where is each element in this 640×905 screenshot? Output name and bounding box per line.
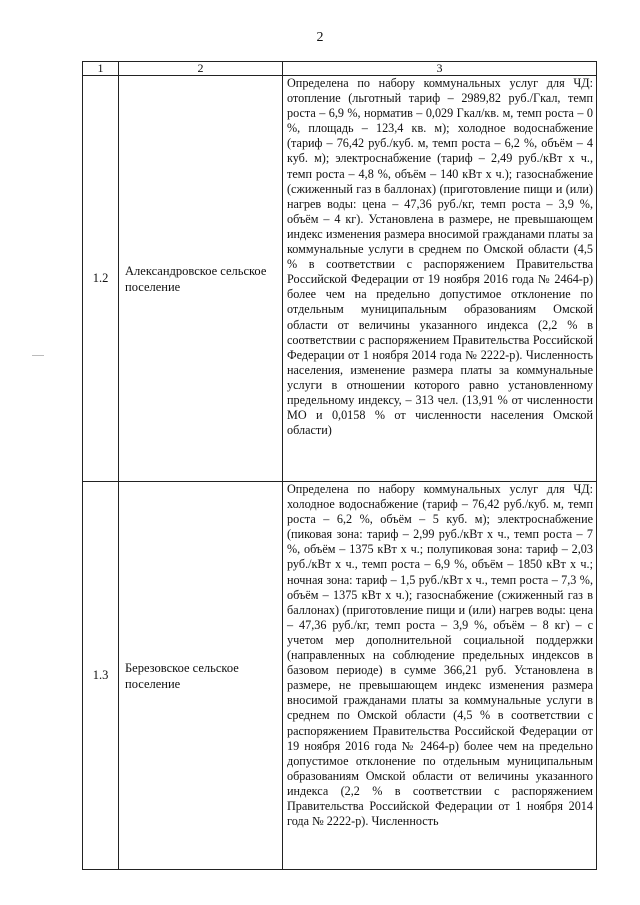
table-row	[83, 76, 597, 482]
settlement-name: Александровское сельское поселение	[119, 76, 283, 482]
row-description: Определена по набору коммунальных услуг для ЧД: отопление (льготный тариф – 2989,82 руб./Гкал, темп роста – 6,9 %, норматив – 0,029 Гкал/кв. м, темп роста – 0 %, площадь – 123,4 кв. м); холодное водоснабжение (тариф – 76,42 руб./куб. м, темп роста – 6,2 %, объём – 4 куб. м); электроснабжение (тариф – 2,49 руб./кВт x ч., темп роста – 4,8 %, объём – 140 кВт x ч.); газоснабжение (сжиженный газ в баллонах) (приготовление пищи и (или) нагрев воды: цена – 47,36 руб./кг, темп роста – 3,9 %, объём – 4 кг). Установлена в размере, не превышающем индекс изменения размера вносимой гражданами платы за коммунальные услуги в среднем по Омской области (4,5 % в соответствии с распоряжением Правительства Российской Федерации от 19 ноября 2016 года № 2464-р) более чем на предельно допустимое отклонение по отдельным муниципальным образованиям Омской области от величины указанного индекса (2,2 % в соответствии с распоряжением Правительства Российской Федерации от 1 ноября 2014 года № 2222-р). Численность населения, изменение размера платы за коммунальные услуги в отношении которого равно установленному предельному индексу, – 313 чел. (13,91 % от численности МО и 0,0158 % от численности населения Омской области)	[283, 76, 597, 482]
column-header-1: 1	[83, 62, 119, 76]
column-header-2: 2	[119, 62, 283, 76]
document-table	[82, 61, 597, 870]
margin-mark	[32, 355, 44, 356]
row-number: 1.3	[83, 482, 119, 870]
table-row	[83, 482, 597, 870]
settlement-name: Березовское сельское поселение	[119, 482, 283, 870]
row-number: 1.2	[83, 76, 119, 482]
table-header-row	[83, 62, 597, 76]
column-header-3: 3	[283, 62, 597, 76]
row-description: Определена по набору коммунальных услуг для ЧД: холодное водоснабжение (тариф – 76,42 руб./куб. м, темп роста – 6,2 %, объём – 5 куб. м); электроснабжение (пиковая зона: тариф – 2,99 руб./кВт x ч., темп роста – 7 %, объём – 1375 кВт x ч.; полупиковая зона: тариф – 2,03 руб./кВт x ч., темп роста – 6,9 %, объём – 1850 кВт x ч.; ночная зона: тариф – 1,5 руб./кВт x ч., темп роста – 7,3 %, объём – 1375 кВт x ч.); газоснабжение (сжиженный газ в баллонах) (приготовление пищи и (или) нагрев воды: цена – 47,36 руб./кг, темп роста – 3,9 %, объём – 8 кг) – с учетом мер дополнительной социальной поддержки (направленных на соблюдение предельных индексов в базовом периоде) в сумме 366,21 руб. Установлена в размере, не превышающем индекс изменения размера вносимой гражданами платы за коммунальные услуги в среднем по Омской области (4,5 % в соответствии с распоряжением Правительства Российской Федерации от 19 ноября 2016 года № 2464-р) более чем на предельно допустимое отклонение по отдельным муниципальным образованиям Омской области от величины указанного индекса (2,2 % в соответствии с распоряжением Правительства Российской Федерации от 1 ноября 2014 года № 2222-р). Численность	[283, 482, 597, 870]
page-number: 2	[316, 30, 324, 45]
